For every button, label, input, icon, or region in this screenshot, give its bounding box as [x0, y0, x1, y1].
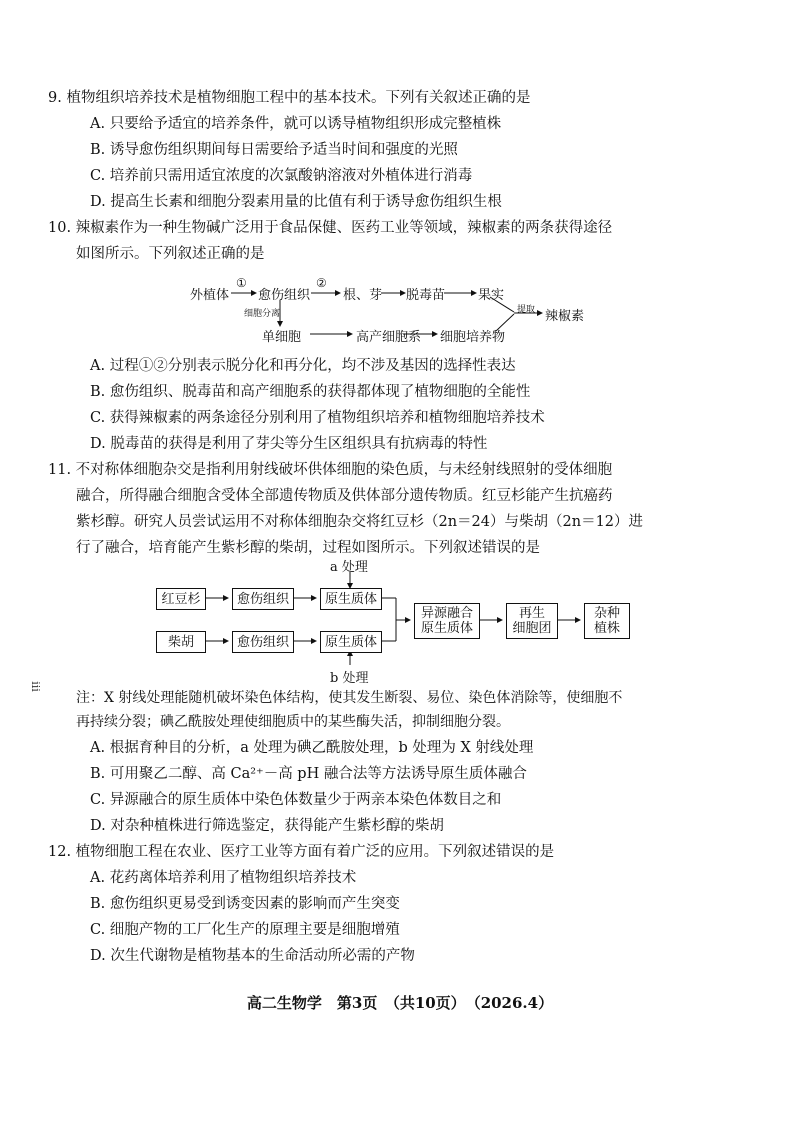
q10-extract: 提取	[517, 305, 536, 315]
q12-option-b: B. 愈伤组织更易受到诱变因素的影响而产生突变	[90, 896, 400, 912]
q10-step-1: ①	[236, 276, 247, 290]
q11-hybrid-line-1: 杂种	[593, 606, 620, 621]
q11-a-treatment: a 处理	[330, 560, 368, 575]
q10-stem-2: 如图所示。下列叙述正确的是	[76, 246, 265, 262]
q11-option-a: A. 根据育种目的分析，a 处理为碘乙酰胺处理，b 处理为 X 射线处理	[90, 740, 534, 756]
q11-stem-3: 紫杉醇。研究人员尝试运用不对称体细胞杂交将红豆杉（2n＝24）与柴胡（2n＝12）进	[76, 514, 644, 530]
q10-virus-free-seedling: 脱毒苗	[406, 288, 446, 303]
q11-box-protoplast-2: 原生质体	[320, 631, 382, 653]
q10-capsaicin: 辣椒素	[545, 309, 585, 324]
q11-option-d: D. 对杂种植株进行筛选鉴定，获得能产生紫杉醇的柴胡	[90, 818, 444, 834]
q10-step-2: ②	[316, 276, 327, 290]
q11-note-2: 再持续分裂；碘乙酰胺处理使细胞质中的某些酶失活，抑制细胞分裂。	[76, 714, 510, 730]
q11-hybrid-line-2: 植株	[593, 621, 620, 636]
q12-option-a: A. 花药离体培养利用了植物组织培养技术	[90, 870, 357, 886]
q10-explant: 外植体	[190, 288, 230, 303]
q10-cell-culture: 细胞培养物	[440, 330, 506, 345]
q10-option-a: A. 过程①②分别表示脱分化和再分化，均不涉及基因的选择性表达	[90, 358, 516, 374]
q11-stem-4: 行了融合，培育能产生紫杉醇的柴胡，过程如图所示。下列叙述错误的是	[76, 540, 540, 556]
q10-callus: 愈伤组织	[258, 288, 311, 303]
q11-regen-line-2: 细胞团	[512, 621, 552, 636]
q11-regen-line-1: 再生	[518, 606, 545, 621]
q11-fused-line-2: 原生质体	[420, 621, 473, 636]
q11-box-fused-protoplast	[414, 603, 480, 639]
q9-option-a: A. 只要给予适宜的培养条件，就可以诱导植物组织形成完整植株	[90, 116, 502, 132]
q10-option-c: C. 获得辣椒素的两条途径分别利用了植物组织培养和植物细胞培养技术	[90, 410, 545, 426]
q11-option-c: C. 异源融合的原生质体中染色体数量少于两亲本染色体数目之和	[90, 792, 502, 808]
q10-fruit: 果实	[478, 288, 505, 303]
q9-option-c: C. 培养前只需用适宜浓度的次氯酸钠溶液对外植体进行消毒	[90, 168, 473, 184]
q11-stem-2: 融合，所得融合细胞含受体全部遗传物质及供体部分遗传物质。红豆杉能产生抗癌药	[76, 488, 613, 504]
q12-option-c: C. 细胞产物的工厂化生产的原理主要是细胞增殖	[90, 922, 400, 938]
q11-box-bupleurum: 柴胡	[156, 631, 206, 653]
q10-high-yield-line: 高产细胞系	[356, 330, 422, 345]
q11-fused-line-1: 异源融合	[420, 606, 473, 621]
q11-box-yew: 红豆杉	[156, 588, 206, 610]
q11-box-protoplast-1: 原生质体	[320, 588, 382, 610]
q10-single-cell: 单细胞	[262, 330, 302, 345]
q11-box-hybrid-plant	[584, 603, 630, 639]
q9-stem: 9. 植物组织培养技术是植物细胞工程中的基本技术。下列有关叙述正确的是	[48, 90, 531, 106]
q10-option-d: D. 脱毒苗的获得是利用了芽尖等分生区组织具有抗病毒的特性	[90, 436, 488, 452]
q11-box-callus-2: 愈伤组织	[232, 631, 294, 653]
q11-note-1: 注：X 射线处理能随机破坏染色体结构，使其发生断裂、易位、染色体消除等，使细胞不	[76, 690, 623, 706]
q10-cell-separation: 细胞分离	[244, 309, 281, 319]
q11-option-b: B. 可用聚乙二醇、高 Ca²⁺－高 pH 融合法等方法诱导原生质体融合	[90, 766, 527, 782]
q12-stem: 12. 植物细胞工程在农业、医疗工业等方面有着广泛的应用。下列叙述错误的是	[48, 844, 555, 860]
q9-option-b: B. 诱导愈伤组织期间每日需要给予适当时间和强度的光照	[90, 142, 458, 158]
q11-box-callus-1: 愈伤组织	[232, 588, 294, 610]
q11-stem-1: 11. 不对称体细胞杂交是指利用射线破坏供体细胞的染色质，与未经射线照射的受体细胞	[48, 462, 613, 478]
q10-roots-shoots: 根、芽	[343, 288, 383, 303]
q11-box-regenerated-cells	[506, 603, 558, 639]
q10-stem-1: 10. 辣椒素作为一种生物碱广泛用于食品保健、医药工业等领域，辣椒素的两条获得途径	[48, 220, 613, 236]
q9-option-d: D. 提高生长素和细胞分裂素用量的比值有利于诱导愈伤组织生根	[90, 194, 502, 210]
q12-option-d: D. 次生代谢物是植物基本的生命活动所必需的产物	[90, 948, 415, 964]
margin-mark: ⅲ	[28, 681, 42, 692]
q10-option-b: B. 愈伤组织、脱毒苗和高产细胞系的获得都体现了植物细胞的全能性	[90, 384, 531, 400]
page-footer: 高二生物学 第3页 （共10页） （2026.4）	[246, 994, 554, 1012]
q11-b-treatment: b 处理	[330, 671, 369, 686]
